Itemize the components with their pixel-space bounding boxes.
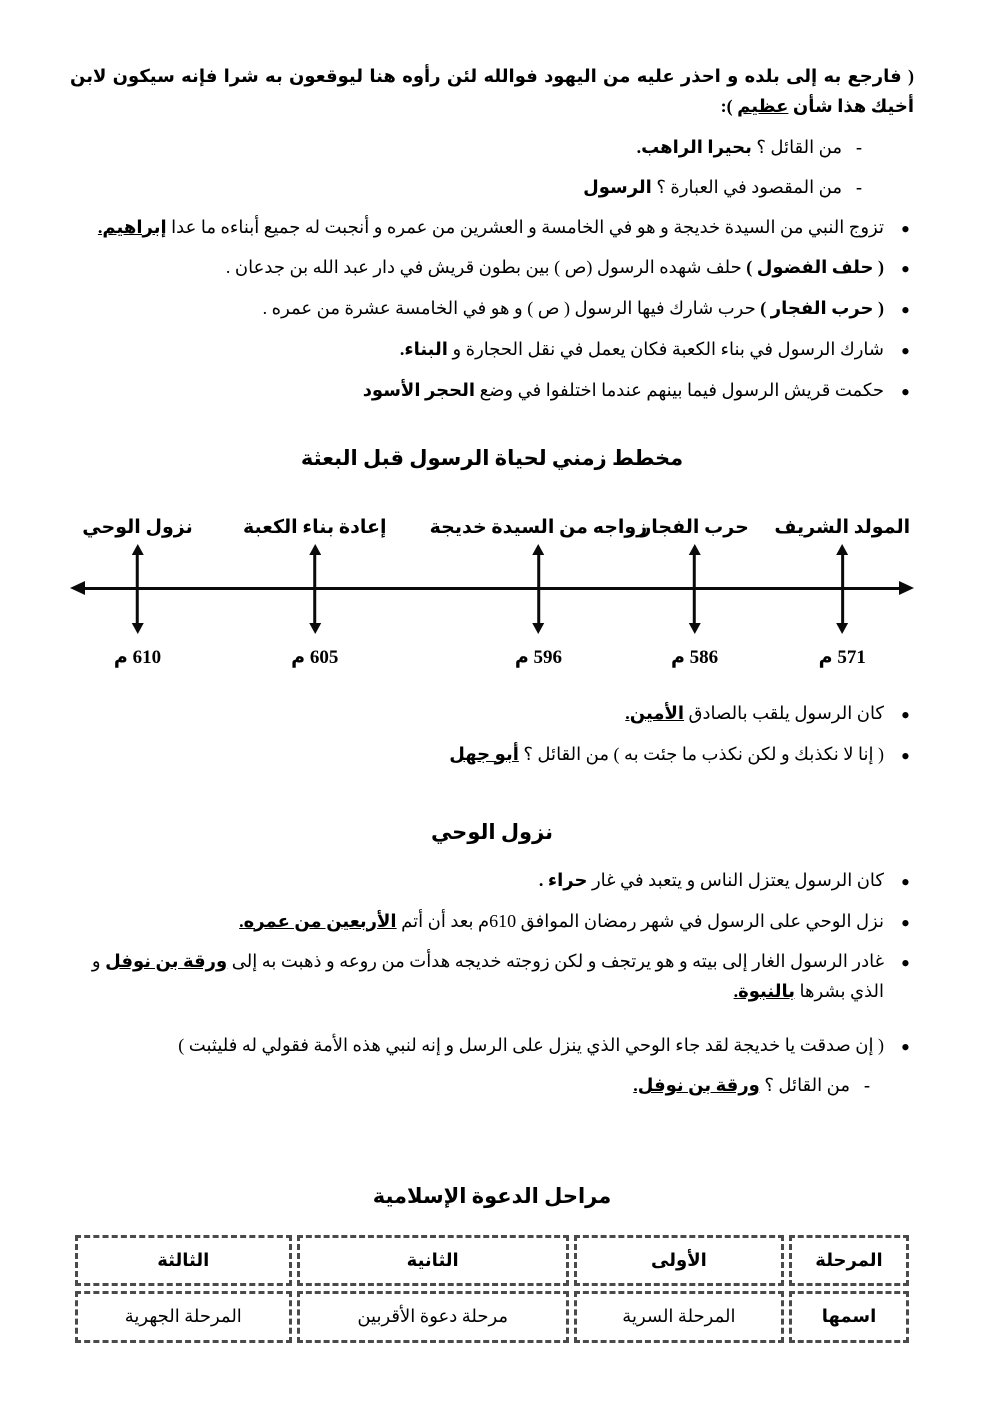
timeline-event-label: إعادة بناء الكعبة — [242, 517, 387, 539]
facts-list-2 — [70, 699, 914, 769]
table-cell-name-header: اسمها — [789, 1291, 909, 1343]
question-list — [70, 133, 914, 202]
timeline-event-birth — [774, 486, 910, 691]
question-item: - من القائل ؟ بحيرا الراهب. — [70, 133, 862, 163]
section-heading-revelation: نزول الوحي — [430, 820, 554, 845]
revelation-question-list — [70, 1071, 914, 1101]
timeline-event-year: 586 م — [670, 646, 719, 668]
timeline-diagram — [70, 486, 914, 691]
table-cell-second: الثانية — [297, 1235, 569, 1287]
table-cell-secret-stage: المرحلة السرية — [574, 1291, 784, 1343]
stages-table — [70, 1230, 914, 1348]
timeline-title: مخطط زمني لحياة الرسول قبل البعثة — [300, 446, 684, 471]
fact-item: • ( حلف الفضول ) حلف شهده الرسول (ص ) بين بطون قريش في دار عبد الله بن جدعان . — [70, 253, 914, 283]
fact-item: • ( إنا لا نكذبك و لكن نكذب ما جئت به ) من القائل ؟ أبو جهل — [70, 740, 914, 770]
table-cell-third: الثالثة — [75, 1235, 292, 1287]
timeline-event-year: 610 م — [113, 646, 162, 668]
timeline-event-marriage — [430, 486, 648, 691]
table-row-stage — [75, 1235, 909, 1287]
timeline-event-label: زواجه من السيدة خديجة — [429, 517, 648, 539]
fact-item: • كان الرسول يلقب بالصادق الأمين. — [70, 699, 914, 729]
section-heading-stages: مراحل الدعوة الإسلامية — [372, 1183, 612, 1208]
table-cell-relatives-stage: مرحلة دعوة الأقربين — [297, 1291, 569, 1343]
double-arrow-icon — [313, 554, 316, 624]
table-row-name — [75, 1291, 909, 1343]
timeline-event-year: 571 م — [818, 646, 866, 668]
facts-list — [70, 213, 914, 405]
intro-paragraph: ( فارجع به إلى بلده و احذر عليه من اليهود فوالله لئن رأوه هنا ليوقعون به شرا فإنه سيكون لابن أخيك هذا شأن عظيم ): — [70, 66, 914, 116]
double-arrow-icon — [693, 554, 696, 624]
question-item: - من القائل ؟ ورقة بن نوفل. — [70, 1071, 870, 1101]
timeline-event-revelation — [82, 486, 192, 691]
table-cell-stage-header: المرحلة — [789, 1235, 909, 1287]
fact-item: • تزوج النبي من السيدة خديجة و هو في الخامسة و العشرين من عمره و أنجبت له جميع أبناءه ما عدا إبراهيم. — [70, 213, 914, 243]
timeline-event-fijar-war — [640, 486, 748, 691]
timeline-event-kaaba-rebuild — [243, 486, 387, 691]
timeline-event-year: 605 م — [291, 646, 339, 668]
fact-item: • غادر الرسول الغار إلى بيته و هو يرتجف و لكن زوجته خديجه هدأت من روعه و ذهبت به إلى ورقة بن نوفل و الذي بشرها بالنبوة. — [70, 947, 914, 1006]
timeline-event-label: نزول الوحي — [82, 517, 193, 539]
fact-item: • حكمت قريش الرسول فيما بينهم عندما اختلفوا في وضع الحجر الأسود — [70, 376, 914, 406]
question-item: - من المقصود في العبارة ؟ الرسول — [70, 173, 862, 203]
revelation-facts-list — [70, 866, 914, 1060]
timeline-event-label: حرب الفجار — [640, 517, 749, 539]
double-arrow-icon — [841, 554, 844, 624]
table-cell-public-stage: المرحلة الجهرية — [75, 1291, 292, 1343]
timeline-event-year: 596 م — [514, 646, 563, 668]
double-arrow-icon — [136, 554, 139, 624]
fact-item: • كان الرسول يعتزل الناس و يتعبد في غار حراء . — [70, 866, 914, 896]
fact-item: • ( حرب الفجار ) حرب شارك فيها الرسول ( ص ) و هو في الخامسة عشرة من عمره . — [70, 294, 914, 324]
fact-item: • نزل الوحي على الرسول في شهر رمضان الموافق 610م بعد أن أتم الأربعين من عمره. — [70, 907, 914, 937]
quote-item: • ( إن صدقت يا خديجة لقد جاء الوحي الذي ينزل على الرسل و إنه لنبي هذه الأمة فقولي له فليثبت ) — [70, 1031, 914, 1061]
table-cell-first: الأولى — [574, 1235, 784, 1287]
double-arrow-icon — [537, 554, 540, 624]
fact-item: • شارك الرسول في بناء الكعبة فكان يعمل في نقل الحجارة و البناء. — [70, 335, 914, 365]
timeline-event-label: المولد الشريف — [774, 517, 911, 539]
